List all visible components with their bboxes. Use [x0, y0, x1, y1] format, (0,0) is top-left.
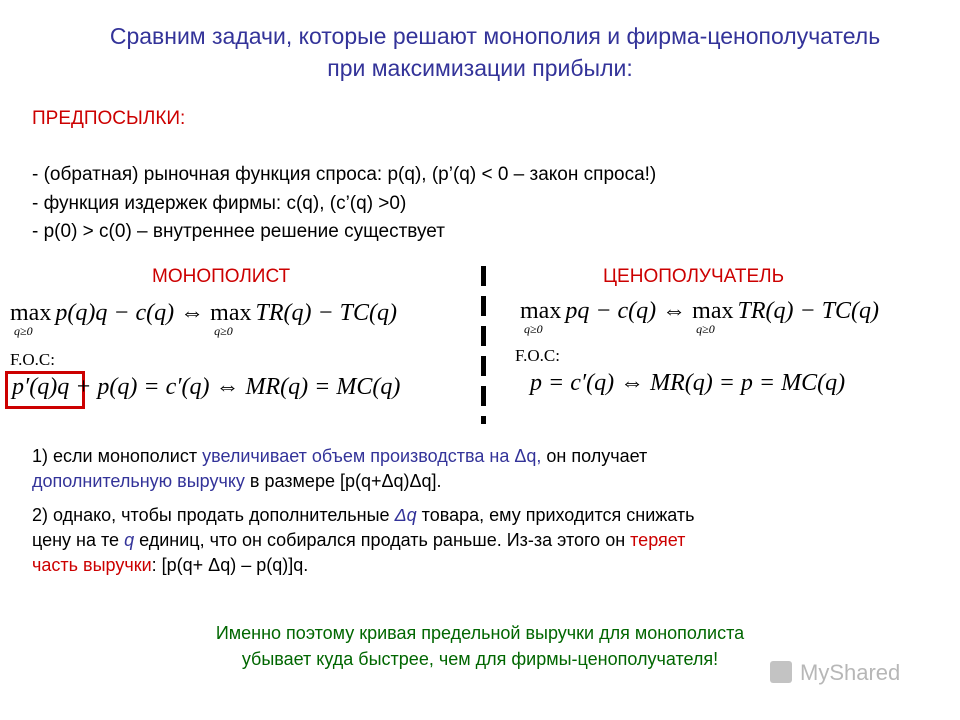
max-operator: max q≥0: [520, 298, 562, 336]
watermark-text: MyShared: [800, 660, 901, 685]
price-taker-objective: [520, 298, 880, 336]
conclusion-line-1: Именно поэтому кривая предельной выручки для монополиста: [215, 623, 745, 643]
explanation-line-1: 1) если монополист увеличивает объем производства на Δq, он получает: [32, 446, 648, 466]
title-line-2: при максимизации прибыли:: [327, 55, 633, 81]
explanation-line-3: 2) однако, чтобы продать дополнительные Δq товара, ему приходится снижать: [32, 505, 695, 525]
price-equals-mc: p = c′(q): [530, 370, 615, 396]
explanation-line-2: дополнительную выручку в размере [p(q+Δq)Δq].: [32, 471, 442, 491]
premises-heading: ПРЕДПОСЫЛКИ:: [32, 108, 186, 129]
monopolist-profit-expr: p(q)q − c(q): [55, 300, 175, 326]
monopolist-foc-label: F.O.C:: [10, 350, 55, 369]
max-operator: max q≥0: [10, 300, 52, 338]
explanation-line-4: цену на те q единиц, что он собирался продать раньше. Из-за этого он теряет: [32, 530, 686, 550]
max-operator: max q≥0: [210, 300, 252, 338]
monopolist-heading: МОНОПОЛИСТ: [152, 266, 291, 287]
monopolist-tr-tc-expr: TR(q) − TC(q): [255, 300, 398, 326]
equivalence-symbol: ⇔: [215, 374, 240, 400]
equivalence-symbol: ⇔: [620, 370, 645, 396]
mr-equals-p-equals-mc: MR(q) = p = MC(q): [650, 370, 846, 396]
watermark: [770, 660, 900, 686]
watermark-logo-icon: [770, 661, 792, 683]
premise-interior: - p(0) > c(0) – внутреннее решение существует: [32, 221, 445, 242]
price-taker-tr-tc-expr: TR(q) − TC(q): [737, 298, 880, 324]
equivalence-symbol: ⇔: [180, 300, 205, 326]
equivalence-symbol: ⇔: [662, 298, 687, 324]
premise-cost: - функция издержек фирмы: c(q), (c’(q) >0): [32, 193, 407, 214]
price-taker-profit-expr: pq − c(q): [565, 298, 657, 324]
price-taker-foc: [530, 370, 845, 397]
title-line-1: Сравним задачи, которые решают монополия и фирма-ценополучатель: [109, 23, 881, 49]
premise-demand: - (обратная) рыночная функция спроса: p(q), (p’(q) < 0 – закон спроса!): [32, 164, 657, 185]
explanation-line-5: часть выручки: [p(q+ Δq) – p(q)]q.: [32, 555, 309, 575]
conclusion-line-2: убывает куда быстрее, чем для фирмы-ценополучателя!: [241, 649, 719, 669]
mr-equals-mc: MR(q) = MC(q): [245, 374, 401, 400]
price-taker-heading: ЦЕНОПОЛУЧАТЕЛЬ: [603, 266, 785, 287]
max-operator: max q≥0: [692, 298, 734, 336]
price-taker-foc-label: F.O.C:: [515, 346, 560, 365]
monopolist-foc-expr: + p(q) = c′(q): [75, 374, 210, 400]
monopolist-objective: [10, 300, 398, 338]
slide-title: [0, 20, 960, 84]
column-divider: [481, 266, 486, 424]
monopolist-foc: [12, 374, 400, 401]
marginal-price-term: p′(q)q: [12, 374, 70, 400]
